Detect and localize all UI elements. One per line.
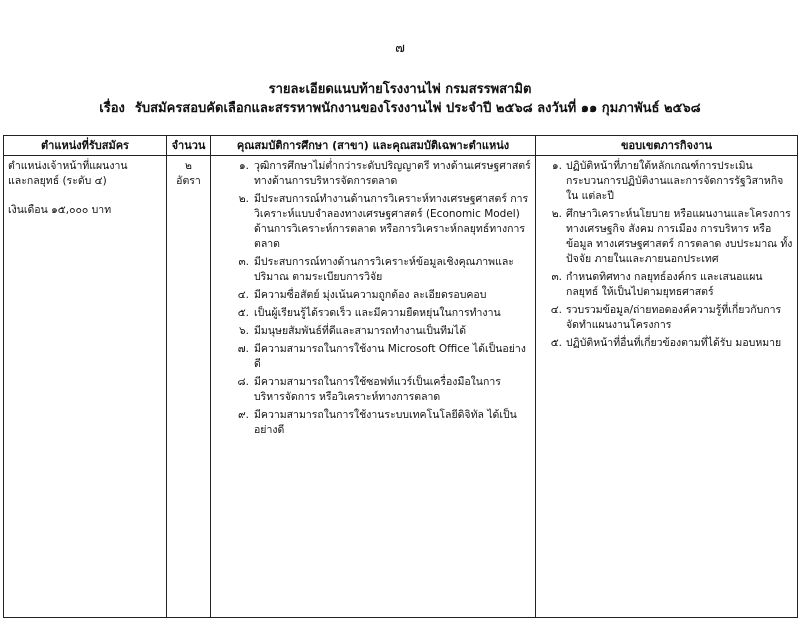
scope-item-text: ศึกษาวิเคราะห์นโยบาย หรือแผนงานและโครงการ ทางเศรษฐกิจ สังคม การเมือง การบริหาร หรือข้อมูล ทางเศรษฐศาสตร์ การตลาด งบประมาณ ทั้งปัจจัย ภายในและภายนอกประเทศ [566,208,793,265]
qualification-item-number: ๗. [237,343,249,355]
scope-item [540,336,793,351]
qualification-item-number: ๙. [237,409,249,421]
qualification-item-number: ๑. [238,160,249,172]
header-count: จำนวน [167,136,211,156]
qualification-item [215,306,531,321]
header-scope: ขอบเขตภารกิจงาน [536,136,798,156]
scope-item-text: รวบรวมข้อมูล/ถ่ายทอดองค์ความรู้ที่เกี่ยวกับการ จัดทำแผนงานโครงการ [566,304,782,331]
subject-prefix: เรื่อง [99,101,125,116]
position-level: และกลยุทธ์ (ระดับ ๔) [8,175,107,187]
salary: เงินเดือน ๑๕,๐๐๐ บาท [8,204,112,216]
count-unit: อัตรา [176,175,201,187]
qualification-item-number: ๒. [238,193,249,205]
qualification-item-number: ๘. [237,376,249,388]
scope-item [540,270,793,300]
qualification-item-text: มีประสบการณ์ทำงานด้านการวิเคราะห์ทางเศรษฐศาสตร์ การวิเคราะห์แบบจำลองทางเศรษฐศาสตร์ (Economic Model) ด้านการวิเคราะห์การตลาด หรือการวิเคราะห์กลยุทธ์ทางการตลาด [254,193,529,250]
scope-cell [536,156,798,618]
qualification-item-text: มีความสามารถในการใช้งานระบบเทคโนโลยีดิจิทัล ได้เป็นอย่างดี [254,409,517,436]
scope-item [540,159,793,204]
header-qualifications: คุณสมบัติการศึกษา (สาขา) และคุณสมบัติเฉพาะตำแหน่ง [211,136,536,156]
qualification-item [215,324,531,339]
scope-item-number: ๔. [550,304,562,316]
qualification-item-text: มีความสามารถในการใช้ซอฟท์แวร์เป็นเครื่องมือในการบริหารจัดการ หรือวิเคราะห์ทางการตลาด [254,376,501,403]
position-name: ตำแหน่งเจ้าหน้าที่แผนงาน [8,160,128,172]
count-cell [167,156,211,618]
qualifications-list [215,159,531,438]
qualification-item [215,408,531,438]
qualification-item-text: มีประสบการณ์ทางด้านการวิเคราะห์ข้อมูลเชิงคุณภาพและปริมาณ ตามระเบียบการวิจัย [254,256,514,283]
qualification-item [215,255,531,285]
position-cell [4,156,167,618]
scope-item-number: ๒. [551,208,562,220]
scope-list [540,159,793,351]
qualification-item [215,159,531,189]
header-position: ตำแหน่งที่รับสมัคร [4,136,167,156]
table-header-row [4,136,798,156]
document-subject [0,97,800,118]
scope-item-number: ๕. [550,337,562,349]
page-number: ๗ [395,41,405,56]
qualification-item [215,288,531,303]
qualification-item-text: มีมนุษยสัมพันธ์ที่ดีและสามารถทำงานเป็นทีมได้ [254,325,467,337]
recruitment-table [3,135,798,618]
qualification-item-text: เป็นผู้เรียนรู้ได้รวดเร็ว และมีความยืดหยุ่นในการทำงาน [254,307,501,319]
scope-item [540,207,793,267]
qualification-item-text: มีความซื่อสัตย์ มุ่งเน้นความถูกต้อง ละเอียดรอบคอบ [254,289,487,301]
scope-item [540,303,793,333]
qualification-item-number: ๔. [237,289,249,301]
qualification-item-text: วุฒิการศึกษาไม่ต่ำกว่าระดับปริญญาตรี ทางด้านเศรษฐศาสตร์ ทางด้านการบริหารจัดการตลาด [254,160,531,187]
qualifications-cell [211,156,536,618]
document-title: รายละเอียดแนบท้ายโรงงานไพ่ กรมสรรพสามิต [268,82,532,97]
count-value: ๒ [185,160,192,172]
subject-text: รับสมัครสอบคัดเลือกและสรรหาพนักงานของโรงงานไพ่ ประจำปี ๒๕๖๘ ลงวันที่ ๑๑ กุมภาพันธ์ ๒๕๖๘ [134,101,701,116]
scope-item-number: ๓. [551,271,562,283]
qualification-item-number: ๖. [238,325,249,337]
scope-item-number: ๑. [551,160,562,172]
qualification-item [215,342,531,372]
qualification-item [215,375,531,405]
qualification-item-number: ๕. [237,307,249,319]
scope-item-text: ปฏิบัติหน้าที่ภายใต้หลักเกณฑ์การประเมิน กระบวนการปฏิบัติงานและการจัดการรัฐวิสาหกิจใน แต่ละปี [566,160,784,202]
qualification-item [215,192,531,252]
qualification-item-text: มีความสามารถในการใช้งาน Microsoft Office ได้เป็นอย่างดี [254,343,526,370]
scope-item-text: กำหนดทิศทาง กลยุทธ์องค์กร และเสนอแผนกลยุทธ์ ให้เป็นไปตามยุทธศาสตร์ [566,271,763,298]
qualification-item-number: ๓. [238,256,249,268]
scope-item-text: ปฏิบัติหน้าที่อื่นที่เกี่ยวข้องตามที่ได้รับ มอบหมาย [566,337,782,349]
table-row [4,156,798,618]
